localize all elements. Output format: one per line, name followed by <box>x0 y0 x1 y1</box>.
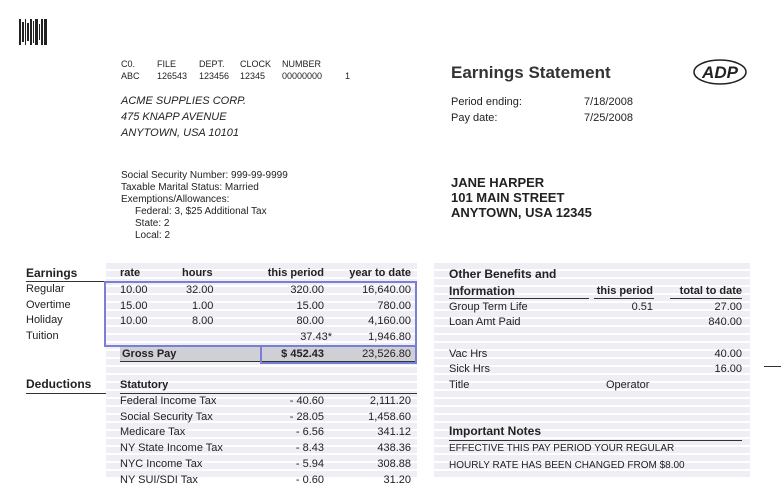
edge-marker <box>764 366 781 367</box>
deductions-section-label: Deductions <box>26 377 92 391</box>
benefits-title-2: Information <box>449 284 515 298</box>
earnings-highlight-box <box>104 281 417 347</box>
pay-date-value: 7/25/2008 <box>584 112 633 124</box>
earning-label-regular: Regular <box>26 283 65 295</box>
period-ending-value: 7/18/2008 <box>584 96 633 108</box>
statement-title: Earnings Statement <box>451 63 611 82</box>
marital-status: Taxable Marital Status: Married <box>121 182 259 193</box>
exemption-federal: Federal: 3, $25 Additional Tax <box>135 206 267 217</box>
statutory-label: Statutory <box>120 379 169 391</box>
table-row: Group Term Life 0.51 27.00 <box>449 301 742 313</box>
benefits-panel <box>434 263 750 478</box>
col-hours: hours <box>182 267 213 279</box>
table-row: Title Operator <box>449 379 650 391</box>
col-benefit-total: total to date <box>679 285 742 297</box>
exemptions: Exemptions/Allowances: <box>121 194 230 205</box>
col-label-number: NUMBER <box>282 59 322 69</box>
employee-name: JANE HARPER <box>451 175 545 190</box>
notes-line-2: HOURLY RATE HAS BEEN CHANGED FROM $8.00 <box>449 460 685 471</box>
col-year-to-date: year to date <box>349 267 411 279</box>
col-value-file: 126543 <box>157 71 188 81</box>
col-benefit-this-period: this period <box>596 285 653 297</box>
company-city: ANYTOWN, USA 10101 <box>121 127 239 139</box>
benefits-title-1: Other Benefits and <box>449 267 557 281</box>
period-ending-label: Period ending: <box>451 96 522 108</box>
col-rate: rate <box>120 267 141 279</box>
exemption-state: State: 2 <box>135 218 170 229</box>
pay-date-label: Pay date: <box>451 112 498 124</box>
ssn: Social Security Number: 999-99-9999 <box>121 170 288 181</box>
employee-addr1: 101 MAIN STREET <box>451 190 565 205</box>
col-value-co: ABC <box>121 71 140 81</box>
table-row: NY SUI/SDI Tax - 0.60 31.20 <box>120 474 411 486</box>
table-row: 10.00 8.00 80.00 4,160.00 <box>120 315 411 327</box>
company-name: ACME SUPPLIES CORP. <box>121 95 247 107</box>
notes-line-1: EFFECTIVE THIS PAY PERIOD YOUR REGULAR <box>449 443 675 454</box>
col-label-dept: DEPT. <box>199 59 225 69</box>
company-street: 475 KNAPP AVENUE <box>121 111 227 123</box>
table-row: 10.00 32.00 320.00 16,640.00 <box>120 284 411 296</box>
exemption-local: Local: 2 <box>135 230 171 241</box>
svg-text:ADP: ADP <box>702 63 738 82</box>
adp-logo <box>692 57 748 92</box>
col-value-dept: 123456 <box>199 71 230 81</box>
col-label-file: FILE <box>157 59 177 69</box>
barcode-icon <box>19 19 47 45</box>
table-row: 37.43* 1,946.80 <box>300 331 411 343</box>
notes-title: Important Notes <box>449 424 542 438</box>
table-row: Sick Hrs 16.00 <box>449 363 742 375</box>
table-row: Medicare Tax - 6.56 341.12 <box>120 426 411 438</box>
table-row: Federal Income Tax - 40.60 2,111.20 <box>120 395 411 407</box>
col-label-co: C0. <box>121 59 136 69</box>
employee-addr2: ANYTOWN, USA 12345 <box>451 205 592 220</box>
col-label-clock: CLOCK <box>240 59 272 69</box>
gross-pay-period: $ 452.43 <box>281 348 324 360</box>
col-this-period: this period <box>267 267 324 279</box>
table-row: NY State Income Tax - 8.43 438.36 <box>120 442 411 454</box>
table-row: Social Security Tax - 28.05 1,458.60 <box>120 411 411 423</box>
col-value-number: 00000000 <box>282 71 323 81</box>
table-row: 15.00 1.00 15.00 780.00 <box>120 300 411 312</box>
gross-pay-label: Gross Pay <box>122 348 177 360</box>
earning-label-holiday: Holiday <box>26 314 63 326</box>
table-row: NYC Income Tax - 5.94 308.88 <box>120 458 411 470</box>
earning-label-overtime: Overtime <box>26 299 71 311</box>
table-row: Loan Amt Paid 840.00 <box>449 316 742 328</box>
gross-pay-highlight-box <box>260 345 417 364</box>
col-value-clock: 12345 <box>240 71 266 81</box>
table-row: Vac Hrs 40.00 <box>449 348 742 360</box>
earnings-section-label: Earnings <box>26 266 78 280</box>
earning-label-tuition: Tuition <box>26 330 59 342</box>
col-value-seq: 1 <box>345 71 351 81</box>
gross-pay-ytd: 23,526.80 <box>362 348 411 360</box>
